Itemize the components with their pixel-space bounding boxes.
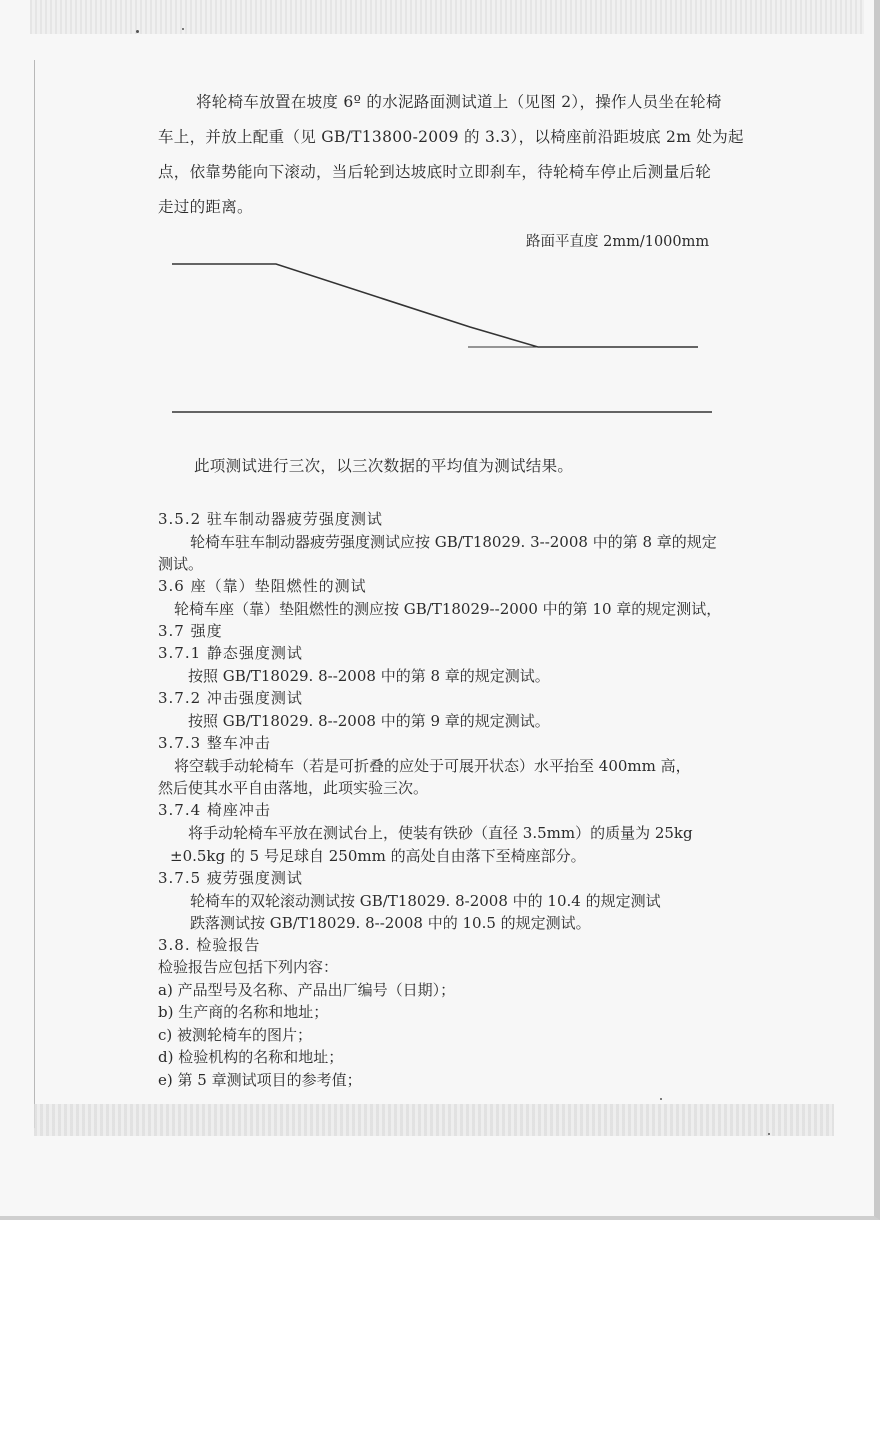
scan-speck (660, 1098, 662, 1100)
body-line: 轮椅车驻车制动器疲劳强度测试应按 GB/T18029. 3--2008 中的第 8 章的规定 (190, 533, 717, 551)
intro-line: 走过的距离。 (158, 198, 253, 216)
list-item: e) 第 5 章测试项目的参考值； (158, 1071, 362, 1089)
intro-line: 将轮椅车放置在坡度 6º 的水泥路面测试道上（见图 2），操作人员坐在轮椅 (196, 93, 722, 111)
body-line: 将空载手动轮椅车（若是可折叠的应处于可展开状态）水平抬至 400mm 高， (174, 757, 691, 775)
list-item: b) 生产商的名称和地址； (158, 1003, 329, 1021)
section-3-7-1-heading: 3.7.1 静态强度测试 (158, 644, 303, 662)
intro-line: 车上，并放上配重（见 GB/T13800-2009 的 3.3），以椅座前沿距坡底 2m 处为起 (158, 128, 744, 146)
ramp-line (172, 264, 698, 347)
section-3-7-3-heading: 3.7.3 整车冲击 (158, 734, 271, 752)
body-line: 轮椅车的双轮滚动测试按 GB/T18029. 8-2008 中的 10.4 的规定测试 (190, 892, 661, 910)
result-note: 此项测试进行三次，以三次数据的平均值为测试结果。 (194, 457, 574, 475)
scan-speck (768, 1133, 770, 1135)
slope-profile (172, 264, 698, 347)
section-3-5-2-heading: 3.5.2 驻车制动器疲劳强度测试 (158, 510, 383, 528)
flatness-label: 路面平直度 2mm/1000mm (526, 234, 710, 250)
slope-diagram (0, 0, 880, 440)
section-3-8-heading: 3.8. 检验报告 (158, 936, 261, 954)
body-line: 测试。 (158, 555, 204, 573)
scan-speck (136, 30, 139, 33)
section-3-7-4-heading: 3.7.4 椅座冲击 (158, 801, 271, 819)
scan-speck (182, 28, 184, 30)
body-line: 轮椅车座（靠）垫阻燃性的测应按 GB/T18029--2000 中的第 10 章的规定测试， (174, 600, 722, 618)
scan-noise-bottom (34, 1104, 834, 1136)
section-3-7-heading: 3.7 强度 (158, 622, 223, 640)
body-line: 将手动轮椅车平放在测试台上，使装有铁砂（直径 3.5mm）的质量为 25kg (188, 824, 693, 842)
section-3-7-5-heading: 3.7.5 疲劳强度测试 (158, 869, 303, 887)
body-line: ±0.5kg 的 5 号足球自 250mm 的高处自由落下至椅座部分。 (170, 847, 586, 865)
section-3-7-2-heading: 3.7.2 冲击强度测试 (158, 689, 303, 707)
body-line: 检验报告应包括下列内容： (158, 958, 339, 976)
body-line: 然后使其水平自由落地，此项实验三次。 (158, 779, 429, 797)
body-line: 按照 GB/T18029. 8--2008 中的第 9 章的规定测试。 (188, 712, 550, 730)
intro-line: 点，依靠势能向下滚动，当后轮到达坡底时立即刹车，待轮椅车停止后测量后轮 (158, 163, 712, 181)
list-item: c) 被测轮椅车的图片； (158, 1026, 313, 1044)
section-3-6-heading: 3.6 座（靠）垫阻燃性的测试 (158, 577, 367, 595)
list-item: d) 检验机构的名称和地址； (158, 1048, 344, 1066)
body-line: 按照 GB/T18029. 8--2008 中的第 8 章的规定测试。 (188, 667, 550, 685)
body-line: 跌落测试按 GB/T18029. 8--2008 中的 10.5 的规定测试。 (190, 914, 591, 932)
list-item: a) 产品型号及名称、产品出厂编号（日期）； (158, 981, 456, 999)
